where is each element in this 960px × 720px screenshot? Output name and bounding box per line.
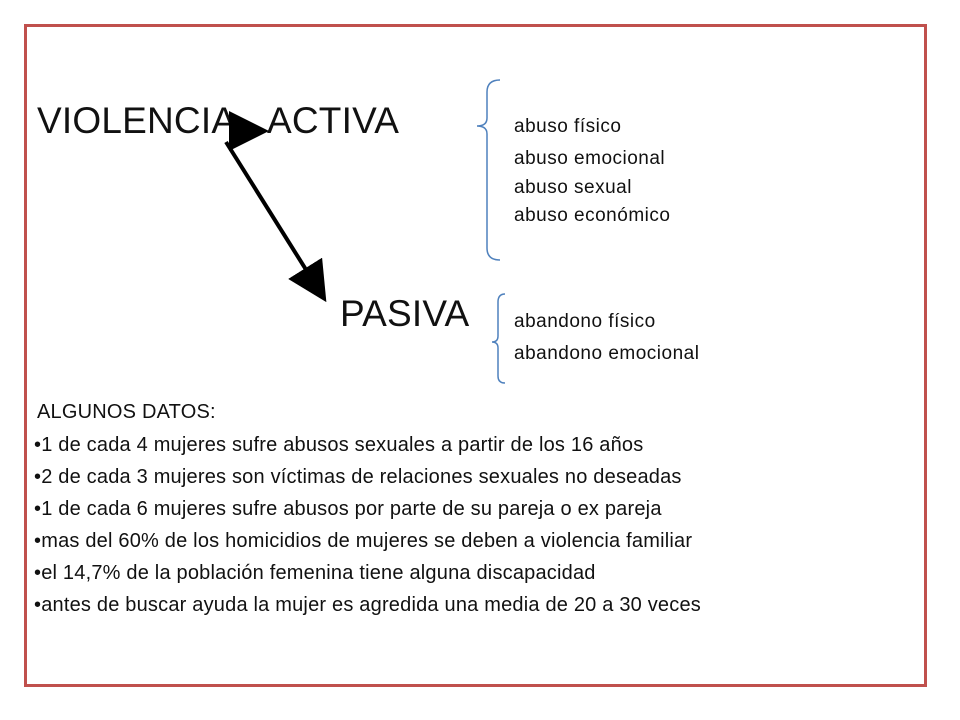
dato-item: [34, 498, 662, 521]
bullet: •: [34, 594, 42, 616]
dato-text: 1 de cada 6 mujeres sufre abusos por parte de su pareja o ex pareja: [41, 498, 662, 520]
pasiva-item-abandono-emocional: abandono emocional: [514, 343, 700, 364]
activa-item-abuso-sexual: abuso sexual: [514, 177, 632, 198]
activa-bracket: [477, 80, 500, 260]
dato-item: [34, 434, 643, 457]
dato-text: 1 de cada 4 mujeres sufre abusos sexuales a partir de los 16 años: [41, 434, 644, 456]
arrow-to-pasiva: [226, 142, 320, 292]
pasiva-item-abandono-fisico: abandono físico: [514, 311, 656, 332]
datos-heading: ALGUNOS DATOS:: [37, 401, 216, 423]
bullet: •: [34, 530, 42, 552]
bullet: •: [34, 498, 42, 520]
dato-item: [34, 530, 692, 553]
dato-item: [34, 562, 596, 585]
dato-text: antes de buscar ayuda la mujer es agredida una media de 20 a 30 veces: [41, 594, 701, 616]
dato-text: 2 de cada 3 mujeres son víctimas de relaciones sexuales no deseadas: [41, 466, 682, 488]
activa-label: ACTIVA: [267, 100, 400, 141]
pasiva-label: PASIVA: [340, 293, 470, 334]
activa-item-abuso-fisico: abuso físico: [514, 116, 622, 137]
bullet: •: [34, 466, 42, 488]
pasiva-bracket: [492, 294, 505, 383]
bullet: •: [34, 434, 42, 456]
violencia-colon: :: [236, 133, 240, 145]
dato-item: [34, 594, 701, 617]
activa-item-abuso-emocional: abuso emocional: [514, 148, 666, 169]
dato-item: [34, 466, 682, 489]
activa-item-abuso-economico: abuso económico: [514, 205, 671, 226]
violencia-word: VIOLENCIA: [37, 100, 237, 141]
dato-text: el 14,7% de la población femenina tiene alguna discapacidad: [41, 562, 596, 584]
dato-text: mas del 60% de los homicidios de mujeres se deben a violencia familiar: [41, 530, 693, 552]
bullet: •: [34, 562, 42, 584]
